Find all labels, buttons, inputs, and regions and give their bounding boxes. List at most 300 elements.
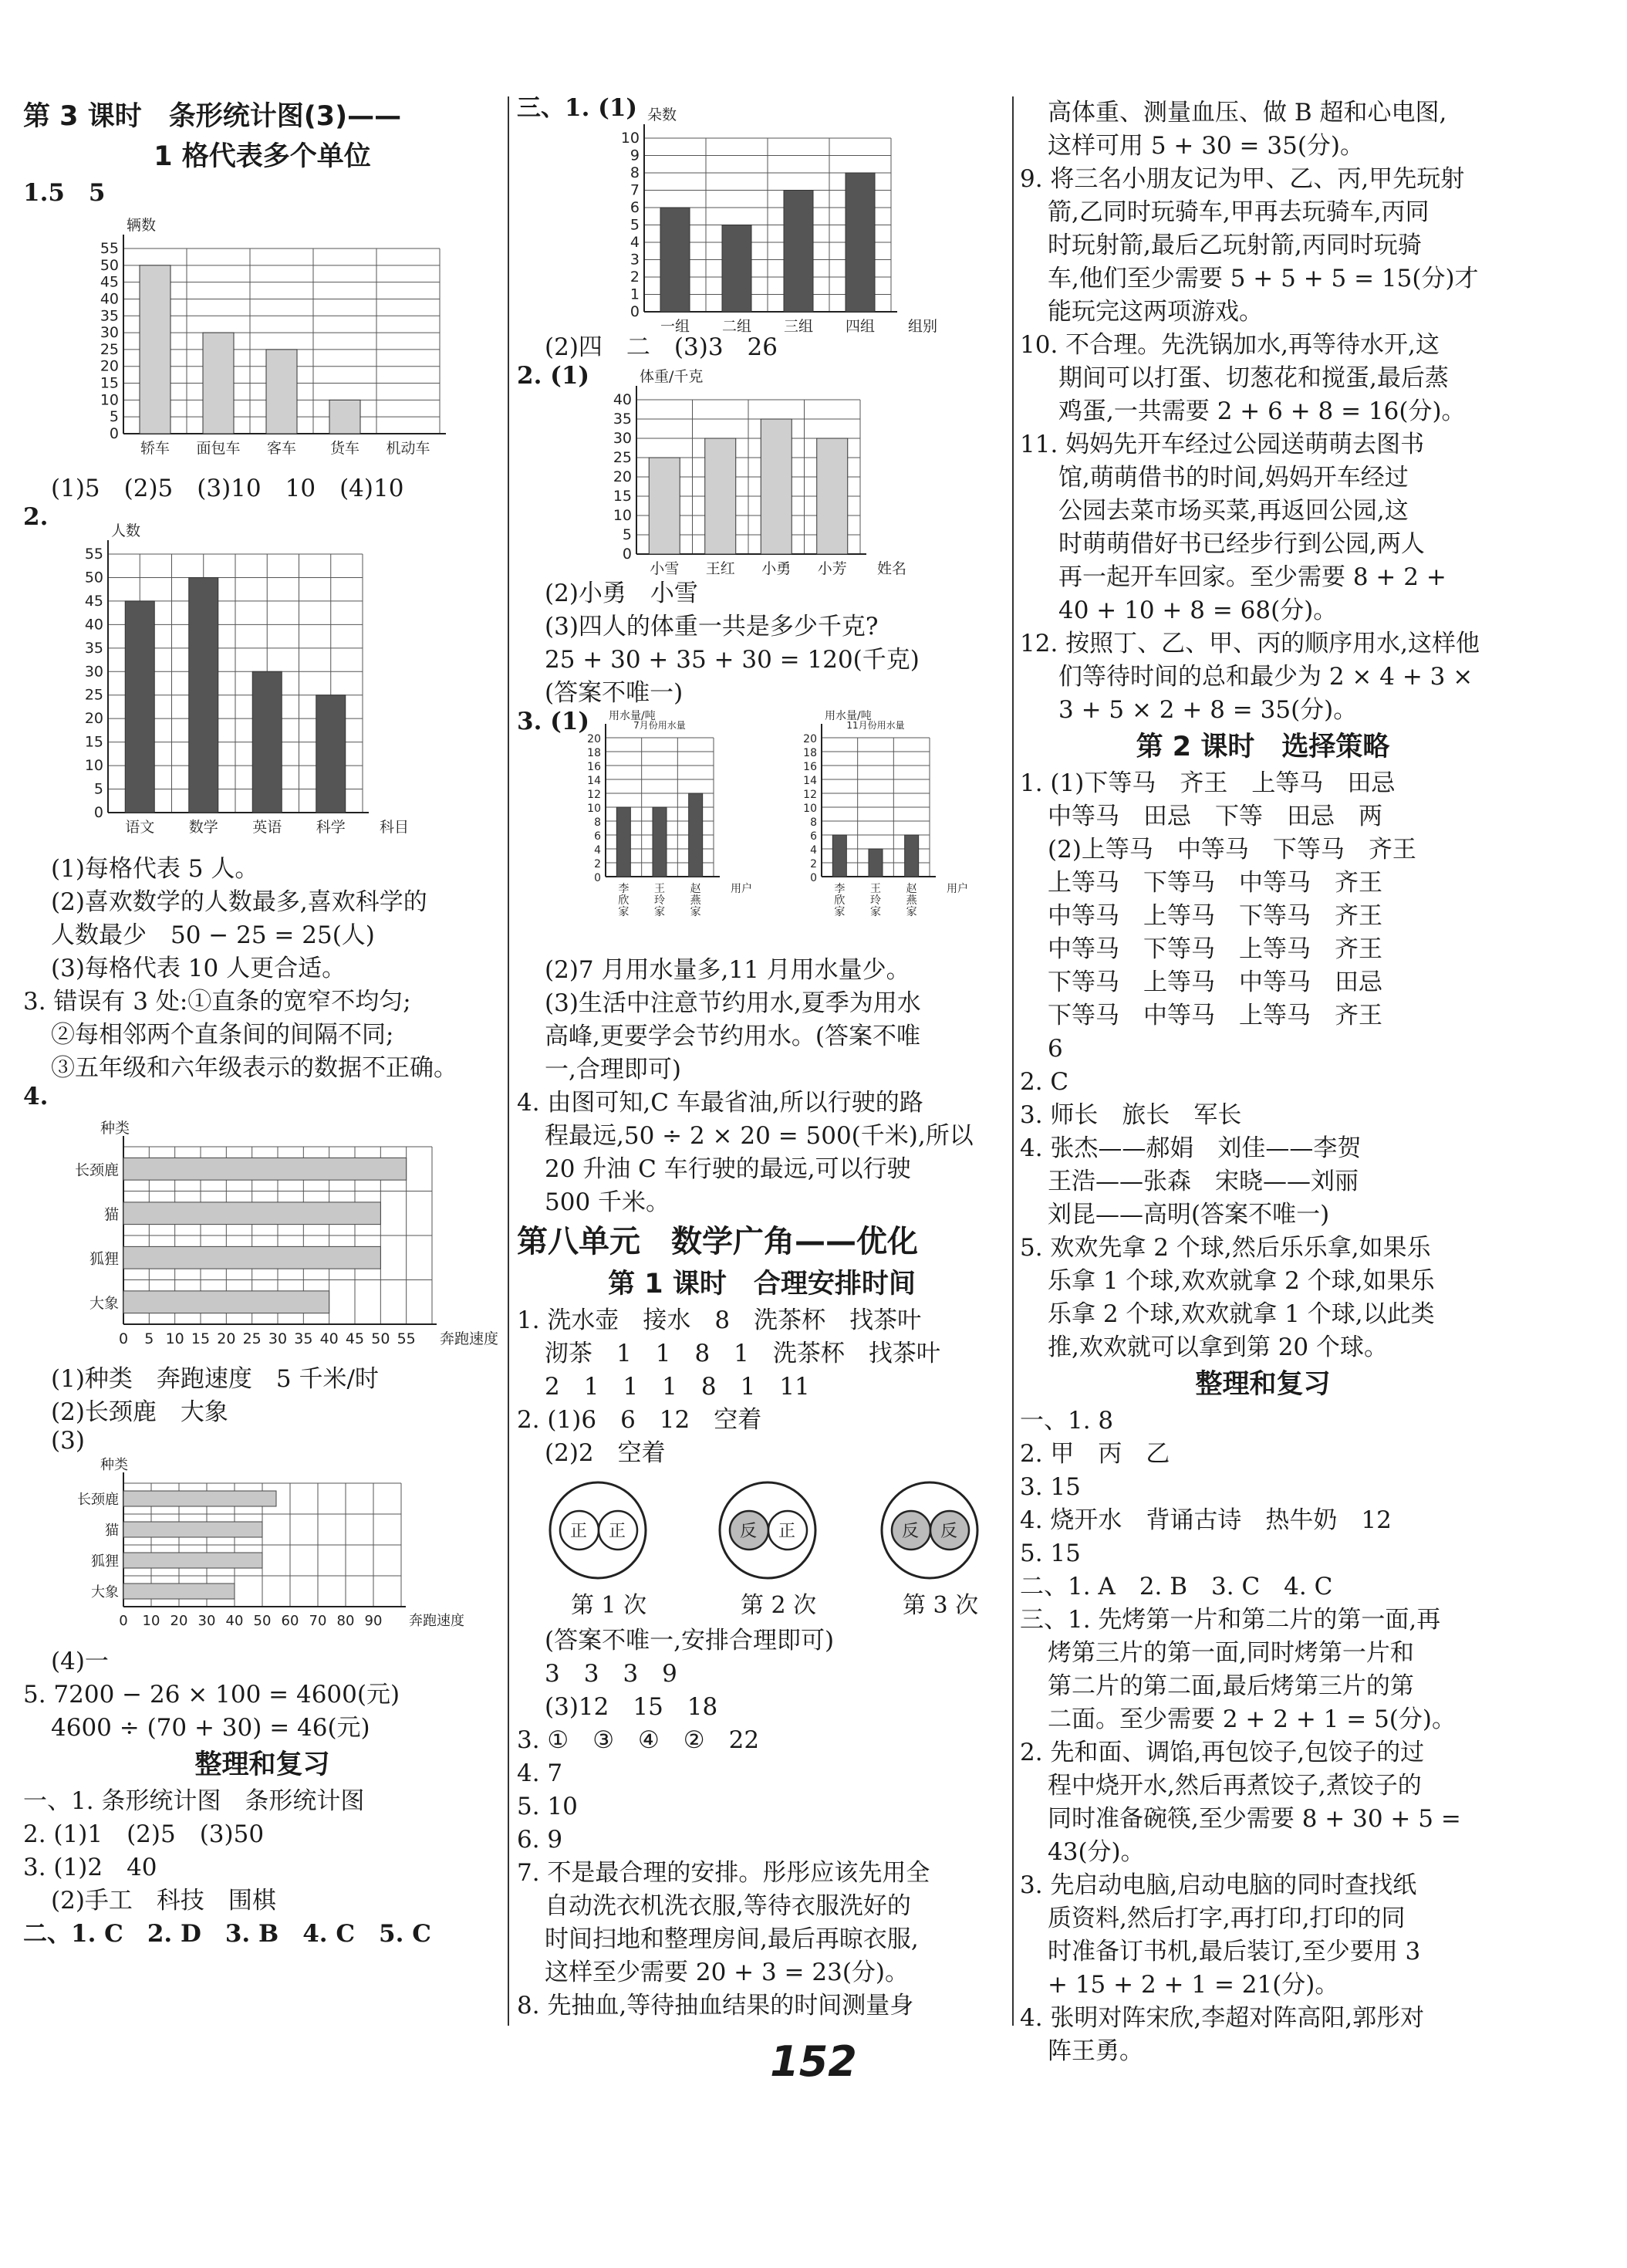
q3-1: 3. 错误有 3 处:①直条的宽窄不均匀;: [23, 988, 411, 1016]
x-tick-label: 二组: [721, 318, 752, 335]
a10-1: 10. 不合理。先洗锅加水,再等待水开,这: [1020, 331, 1440, 359]
q2-b2: 人数最少 50 − 25 = 25(人): [51, 921, 375, 949]
a12-1: 12. 按照丁、乙、甲、丙的顺序用水,这样他: [1020, 630, 1480, 657]
y-tick-label: 0: [594, 872, 601, 884]
y-axis-label: 用水量/吨: [825, 710, 872, 722]
y-tick-label: 55: [100, 240, 119, 257]
x-tick-label: 25: [242, 1330, 262, 1347]
page-number: 152: [770, 2037, 857, 2086]
bar: [123, 1584, 235, 1599]
s3-4-1: 4. 由图可知,C 车最省油,所以行驶的路: [517, 1089, 923, 1117]
y-tick-label: 1: [630, 286, 640, 303]
q4-d: (4)一: [51, 1648, 109, 1675]
x-tick-label: 赵燕家: [906, 883, 917, 918]
chart-speed-2: [23, 1452, 486, 1645]
x-tick-label: 0: [118, 1330, 129, 1347]
l2-2: (2)2 空着: [545, 1439, 666, 1467]
chart-title: 7月份用水量: [633, 720, 686, 731]
x-tick-label: 货车: [329, 440, 360, 457]
x-tick-label: 轿车: [140, 440, 170, 457]
c4: 4. 烧开水 背诵古诗 热牛奶 12: [1020, 1506, 1392, 1534]
a10-2: 期间可以打蛋、切葱花和搅蛋,最后蒸: [1058, 364, 1449, 392]
b1-8: 下等马 中等马 上等马 齐王: [1048, 1002, 1382, 1029]
y-tick-label: 6: [594, 830, 601, 843]
l4: 4. 7: [517, 1759, 563, 1787]
y-tick-label: 10: [803, 803, 817, 815]
bar: [905, 835, 919, 877]
c9-2: 质资料,然后打字,再打印,打印的同: [1048, 1905, 1406, 1932]
x-tick-label: 数学: [188, 819, 218, 836]
y-tick-label: 20: [803, 733, 817, 745]
a9-1: 9. 将三名小朋友记为甲、乙、丙,甲先玩射: [1020, 165, 1465, 193]
b1-7: 下等马 上等马 中等马 田忌: [1048, 968, 1382, 996]
l6: 6. 9: [517, 1826, 563, 1854]
y-tick-label: 14: [803, 775, 817, 787]
bar: [722, 225, 751, 313]
y-tick-label: 0: [93, 804, 103, 821]
y-tick-label: 0: [630, 303, 640, 320]
s3-2b: (2)小勇 小雪: [545, 580, 698, 607]
x-tick-label: 王玲家: [870, 883, 881, 918]
l2-4: 3 3 3 9: [545, 1660, 677, 1688]
bar: [252, 671, 282, 813]
x-tick-label: 科学: [316, 819, 346, 836]
x-tick-label: 60: [281, 1613, 299, 1629]
y-tick-label: 15: [100, 374, 119, 392]
s3-4-4: 500 千米。: [545, 1188, 670, 1216]
y-tick-label: 狐狸: [89, 1250, 119, 1268]
a9-5: 能玩完这两项游戏。: [1048, 298, 1263, 326]
a12-2: 们等待时间的总和最少为 2 × 4 + 3 ×: [1058, 663, 1473, 691]
y-tick-label: 20: [84, 710, 103, 728]
unit-heading: 第八单元 数学广角——优化: [517, 1224, 918, 1259]
a12-3: 3 + 5 × 2 + 8 = 35(分)。: [1058, 696, 1358, 724]
round-1-label: 第 1 次: [571, 1592, 647, 1619]
b5-3: 乐拿 2 个球,欢欢就拿 1 个球,以此类: [1048, 1300, 1435, 1328]
r3: 3. (1)2 40: [23, 1854, 157, 1881]
c8-3: 同时准备碗筷,至少需要 8 + 30 + 5 =: [1048, 1805, 1461, 1833]
r1: 一、1. 条形统计图 条形统计图: [23, 1787, 365, 1815]
r5: 二、1. C 2. D 3. B 4. C 5. C: [23, 1920, 431, 1948]
y-tick-label: 35: [100, 307, 119, 325]
lesson-title: 第 3 课时 条形统计图(3)——: [23, 101, 402, 132]
y-tick-label: 4: [810, 844, 817, 857]
y-tick-label: 25: [84, 686, 103, 704]
x-tick-label: 90: [364, 1613, 383, 1629]
y-tick-label: 40: [100, 290, 119, 308]
x-tick-label: 5: [144, 1330, 154, 1347]
x-tick-label: 50: [253, 1613, 272, 1629]
b3: 3. 师长 旅长 军长: [1020, 1101, 1242, 1129]
bar: [653, 807, 667, 877]
y-tick-label: 6: [630, 199, 640, 216]
y-tick-label: 45: [84, 592, 103, 610]
x-tick-label: 15: [191, 1330, 211, 1347]
c9-1: 3. 先启动电脑,启动电脑的同时查找纸: [1020, 1871, 1417, 1899]
x-tick-label: 40: [319, 1330, 339, 1347]
x-tick-label: 赵燕家: [690, 883, 701, 918]
l7-3: 时间扫地和整理房间,最后再晾衣服,: [545, 1925, 919, 1953]
y-tick-label: 9: [630, 147, 640, 164]
y-tick-label: 狐狸: [91, 1553, 119, 1570]
chart-speed-1: [23, 1108, 499, 1363]
q2-a: (1)每格代表 5 人。: [51, 855, 259, 883]
y-tick-label: 18: [587, 747, 601, 759]
bar: [649, 458, 680, 554]
x-tick-label: 45: [345, 1330, 365, 1347]
a11-6: 40 + 10 + 8 = 68(分)。: [1058, 597, 1338, 624]
s3-1b: (2)四 二 (3)3 26: [545, 333, 778, 361]
l8-1: 8. 先抽血,等待抽血结果的时间测量身: [517, 1992, 914, 2020]
lesson-subtitle: 1 格代表多个单位: [154, 141, 371, 172]
bar: [689, 793, 703, 877]
y-tick-label: 35: [613, 411, 632, 428]
bar: [329, 400, 360, 434]
b1-3: (2)上等马 中等马 下等马 齐王: [1048, 836, 1416, 864]
l7-4: 这样至少需要 20 + 3 = 23(分)。: [545, 1959, 910, 1986]
x-tick-label: 四组: [845, 318, 876, 335]
bar: [817, 438, 848, 554]
bar: [123, 1246, 380, 1269]
bar: [869, 849, 883, 877]
q2-b1: (2)喜欢数学的人数最多,喜欢科学的: [51, 888, 427, 916]
y-tick-label: 10: [620, 130, 640, 147]
b5-2: 乐拿 1 个球,欢欢就拿 2 个球,如果乐: [1048, 1267, 1435, 1295]
x-tick-label: 一组: [660, 318, 690, 335]
bar: [123, 1158, 407, 1180]
y-tick-label: 5: [622, 526, 632, 543]
c9-4: + 15 + 2 + 1 = 21(分)。: [1048, 1971, 1339, 1999]
column-1: [23, 96, 501, 1951]
b4-1: 4. 张杰——郝娟 刘佳——李贺: [1020, 1134, 1362, 1162]
x-tick-label: 面包车: [196, 440, 241, 457]
c10-2: 阵王勇。: [1048, 2037, 1143, 2065]
c8-2: 程中烧开水,然后再煮饺子,煮饺子的: [1048, 1772, 1422, 1800]
a11-3: 公园去菜市场买菜,再返回公园,这: [1058, 497, 1409, 525]
x-tick-label: 小芳: [817, 560, 847, 577]
s3-2c: (3)四人的体重一共是多少千克?: [545, 613, 879, 641]
y-tick-label: 8: [630, 164, 640, 181]
pan-3: [882, 1482, 977, 1578]
y-axis-label: 用水量/吨: [609, 710, 656, 722]
c7-3: 第二片的第二面,最后烤第三片的第: [1048, 1672, 1414, 1700]
y-tick-label: 50: [84, 569, 103, 586]
x-tick-label: 李欣家: [618, 883, 630, 918]
y-tick-label: 25: [613, 449, 632, 466]
x-tick-label: 50: [371, 1330, 390, 1347]
coin-label: 正: [609, 1522, 626, 1541]
b1-1: 1. (1)下等马 齐王 上等马 田忌: [1020, 769, 1396, 797]
s3-3c3: 一,合理即可): [545, 1056, 681, 1083]
y-tick-label: 30: [84, 663, 103, 681]
q2-c: (3)每格代表 10 人更合适。: [51, 955, 346, 982]
s3-3: 3. (1): [517, 708, 590, 735]
b5-4: 推,欢欢就可以拿到第 20 个球。: [1048, 1333, 1389, 1361]
q3-2: ②每相邻两个直条间的间隔不同;: [51, 1021, 394, 1049]
chart-water-nov: [764, 710, 995, 954]
r2: 2. (1)1 (2)5 (3)50: [23, 1820, 265, 1848]
a11-2: 馆,萌萌借书的时间,妈妈开车经过: [1058, 464, 1409, 492]
x-tick-label: 王玲家: [654, 883, 665, 918]
x-tick-label: 小雪: [650, 560, 680, 577]
y-tick-label: 大象: [89, 1294, 119, 1312]
coin-diagram: [517, 1470, 995, 1624]
y-axis-label: 种类: [100, 1120, 130, 1137]
bar: [123, 1491, 276, 1506]
c6: 二、1. A 2. B 3. C 4. C: [1020, 1573, 1333, 1600]
l5: 5. 10: [517, 1793, 578, 1820]
b2: 2. C: [1020, 1068, 1069, 1096]
x-axis-label: 用户: [947, 883, 968, 895]
x-tick-label: 0: [119, 1613, 128, 1629]
y-tick-label: 0: [109, 425, 119, 442]
bar: [316, 695, 346, 813]
y-axis-label: 辆数: [127, 217, 157, 234]
y-tick-label: 45: [100, 273, 119, 291]
y-tick-label: 25: [100, 340, 119, 358]
l1-2: 沏茶 1 1 8 1 洗茶杯 找茶叶: [545, 1340, 940, 1367]
x-tick-label: 王红: [705, 560, 735, 577]
x-tick-label: 30: [197, 1613, 216, 1629]
q4-c: (3): [51, 1427, 85, 1455]
c5: 5. 15: [1020, 1540, 1081, 1567]
x-tick-label: 80: [336, 1613, 355, 1629]
y-tick-label: 20: [100, 357, 119, 375]
a11-4: 时萌萌借好书已经步行到公园,两人: [1058, 530, 1425, 558]
y-axis-label: 体重/千克: [640, 368, 704, 385]
coin-label: 反: [902, 1522, 920, 1541]
lesson1-heading: 第 1 课时 合理安排时间: [608, 1269, 916, 1300]
c8-4: 43(分)。: [1048, 1838, 1145, 1866]
s3-1: 三、1. (1): [517, 94, 638, 122]
x-axis-label: 用户: [731, 883, 752, 895]
y-tick-label: 40: [613, 391, 632, 408]
y-tick-label: 50: [100, 256, 119, 274]
s3-3c1: (3)生活中注意节约用水,夏季为用水: [545, 989, 921, 1017]
c1: 一、1. 8: [1020, 1407, 1114, 1435]
y-tick-label: 4: [594, 844, 601, 857]
b1-9: 6: [1048, 1035, 1063, 1063]
x-tick-label: 55: [397, 1330, 416, 1347]
a11-1: 11. 妈妈先开车经过公园送萌萌去图书: [1020, 431, 1425, 458]
y-tick-label: 猫: [103, 1205, 119, 1223]
y-tick-label: 10: [587, 803, 601, 815]
l2-3: (答案不唯一,安排合理即可): [545, 1627, 835, 1655]
chart-vehicles: [23, 210, 455, 472]
x-axis-label: 奔跑速度: [409, 1613, 464, 1629]
s3-2d: 25 + 30 + 35 + 30 = 120(千克): [545, 646, 920, 674]
round-2-label: 第 2 次: [741, 1592, 817, 1619]
chart-title: 11月份用水量: [846, 720, 905, 731]
s3-3c2: 高峰,更要学会节约用水。(答案不唯: [545, 1022, 920, 1050]
q4-a: (1)种类 奔跑速度 5 千米/时: [51, 1365, 379, 1393]
b1-5: 中等马 上等马 下等马 齐王: [1048, 902, 1382, 930]
x-tick-label: 客车: [266, 440, 297, 457]
l7-2: 自动洗衣机洗衣服,等待衣服洗好的: [545, 1892, 911, 1920]
y-tick-label: 7: [630, 181, 640, 199]
y-tick-label: 5: [630, 216, 640, 234]
bar: [784, 191, 813, 313]
l1-3: 2 1 1 1 8 1 11: [545, 1373, 810, 1401]
y-axis-label: 朵数: [647, 106, 677, 123]
bar: [123, 1553, 262, 1568]
y-tick-label: 30: [613, 430, 632, 447]
x-tick-label: 语文: [125, 819, 155, 836]
a9-3: 时玩射箭,最后乙玩射箭,丙同时玩骑: [1048, 232, 1422, 259]
y-tick-label: 5: [93, 780, 103, 798]
y-tick-label: 6: [810, 830, 817, 843]
q1-answer: (1)5 (2)5 (3)10 10 (4)10: [51, 475, 404, 502]
coin-label: 反: [940, 1522, 958, 1541]
b5-1: 5. 欢欢先拿 2 个球,然后乐乐拿,如果乐: [1020, 1234, 1431, 1262]
l2-5: (3)12 15 18: [545, 1693, 718, 1721]
q5-1: 5. 7200 − 26 × 100 = 4600(元): [23, 1681, 400, 1709]
q2-label: 2.: [23, 503, 49, 531]
x-tick-label: 20: [170, 1613, 188, 1629]
bar: [761, 419, 792, 554]
a2: 这样可用 5 + 30 = 35(分)。: [1048, 132, 1365, 160]
r4: (2)手工 科技 围棋: [51, 1887, 276, 1915]
x-tick-label: 小勇: [761, 560, 792, 577]
y-tick-label: 15: [84, 733, 103, 751]
c7-4: 二面。至少需要 2 + 2 + 1 = 5(分)。: [1048, 1705, 1456, 1733]
s3-4-2: 程最远,50 ÷ 2 × 20 = 500(千米),所以: [545, 1122, 974, 1150]
x-tick-label: 10: [165, 1330, 184, 1347]
bar: [123, 1202, 380, 1225]
bar: [266, 350, 297, 434]
y-tick-label: 猫: [105, 1523, 119, 1539]
column-3: [1020, 96, 1506, 2068]
x-tick-label: 10: [142, 1613, 160, 1629]
y-tick-label: 4: [630, 234, 640, 251]
x-tick-label: 35: [294, 1330, 313, 1347]
b1-4: 上等马 下等马 中等马 齐王: [1048, 869, 1382, 897]
y-tick-label: 5: [109, 408, 119, 426]
bar: [140, 265, 170, 434]
x-tick-label: 20: [217, 1330, 236, 1347]
review-heading-1: 整理和复习: [194, 1749, 330, 1780]
l7-1: 7. 不是最合理的安排。彤彤应该先用全: [517, 1859, 930, 1887]
x-axis-label: 奔跑速度: [440, 1330, 499, 1347]
chart-flowers: [517, 100, 980, 335]
chart-subjects: [23, 522, 440, 853]
y-tick-label: 长颈鹿: [74, 1161, 119, 1179]
l1-1: 1. 洗水壶 接水 8 洗茶杯 找茶叶: [517, 1306, 922, 1334]
y-tick-label: 8: [594, 816, 601, 829]
x-tick-label: 机动车: [386, 440, 430, 457]
y-tick-label: 12: [803, 789, 817, 801]
y-tick-label: 10: [100, 391, 119, 409]
y-tick-label: 55: [84, 546, 103, 563]
y-tick-label: 16: [803, 761, 817, 773]
bar: [123, 1522, 262, 1537]
y-tick-label: 40: [84, 616, 103, 634]
lesson2-heading: 第 2 课时 选择策略: [1136, 732, 1390, 762]
y-tick-label: 0: [810, 872, 817, 884]
s3-3b: (2)7 月用水量多,11 月用水量少。: [545, 956, 910, 984]
y-tick-label: 12: [587, 789, 601, 801]
y-tick-label: 3: [630, 251, 640, 269]
x-tick-label: 三组: [783, 318, 814, 335]
x-tick-label: 30: [268, 1330, 288, 1347]
bar: [123, 1291, 329, 1313]
y-tick-label: 20: [613, 468, 632, 485]
coin-label: 正: [570, 1522, 588, 1541]
q1: 1.5 5: [23, 179, 106, 207]
water-charts: [517, 710, 1007, 954]
bar: [846, 173, 875, 312]
y-tick-label: 0: [622, 546, 632, 563]
bar: [832, 835, 846, 877]
coin-label: 反: [740, 1522, 758, 1541]
a1: 高体重、测量血压、做 B 超和心电图,: [1048, 99, 1447, 127]
y-tick-label: 2: [630, 269, 640, 286]
a9-4: 车,他们至少需要 5 + 5 + 5 = 15(分)才: [1048, 265, 1479, 292]
x-tick-label: 英语: [252, 819, 282, 836]
x-axis-label: 科目: [380, 819, 410, 836]
a9-2: 箭,乙同时玩骑车,甲再去玩骑车,丙同: [1048, 198, 1430, 226]
b1-2: 中等马 田忌 下等 田忌 两: [1048, 803, 1382, 830]
q4-label: 4.: [23, 1083, 49, 1110]
bar: [660, 208, 690, 312]
y-tick-label: 2: [594, 858, 601, 870]
y-tick-label: 35: [84, 639, 103, 657]
y-tick-label: 16: [587, 761, 601, 773]
chart-weight: [517, 369, 980, 577]
column-2: [517, 96, 1007, 2023]
l2-1: 2. (1)6 6 12 空着: [517, 1406, 762, 1434]
c2: 2. 甲 丙 乙: [1020, 1440, 1170, 1468]
x-axis-label: 姓名: [877, 560, 907, 577]
y-tick-label: 10: [613, 507, 632, 524]
y-tick-label: 大象: [91, 1584, 119, 1600]
review-heading-2: 整理和复习: [1195, 1369, 1331, 1400]
c7-2: 烤第三片的第一面,同时烤第一片和: [1048, 1639, 1414, 1667]
coin-label: 正: [778, 1522, 796, 1541]
c10-1: 4. 张明对阵宋欣,李超对阵高阳,郭彤对: [1020, 2004, 1425, 2032]
q5-2: 4600 ÷ (70 + 30) = 46(元): [51, 1714, 370, 1742]
b1-6: 中等马 下等马 上等马 齐王: [1048, 935, 1382, 963]
b4-3: 刘昆——高明(答案不唯一): [1048, 1201, 1330, 1229]
y-axis-label: 人数: [111, 522, 141, 539]
pan-2: [720, 1482, 815, 1578]
bar: [705, 438, 736, 554]
y-tick-label: 14: [587, 775, 601, 787]
x-axis-label: 组别: [908, 318, 938, 335]
bar: [189, 577, 218, 813]
y-tick-label: 20: [587, 733, 601, 745]
s3-4-3: 20 升油 C 车行驶的最远,可以行驶: [545, 1155, 911, 1183]
y-tick-label: 2: [810, 858, 817, 870]
x-tick-label: 40: [225, 1613, 244, 1629]
a10-3: 鸡蛋,一共需要 2 + 6 + 8 = 16(分)。: [1058, 397, 1466, 425]
y-tick-label: 15: [613, 488, 632, 505]
q3-3: ③五年级和六年级表示的数据不正确。: [51, 1054, 457, 1082]
l3: 3. ① ③ ④ ② 22: [517, 1726, 760, 1754]
c9-3: 时准备订书机,最后装订,至少要用 3: [1048, 1938, 1421, 1965]
x-tick-label: 李欣家: [834, 883, 846, 918]
c8-1: 2. 先和面、调馅,再包饺子,包饺子的过: [1020, 1739, 1425, 1766]
y-tick-label: 10: [84, 757, 103, 775]
bar: [203, 333, 234, 434]
x-tick-label: 70: [309, 1613, 327, 1629]
round-3-label: 第 3 次: [903, 1592, 979, 1619]
s3-2e: (答案不唯一): [545, 679, 684, 707]
pan-1: [550, 1482, 646, 1578]
c3: 3. 15: [1020, 1473, 1081, 1501]
bar: [616, 807, 630, 877]
b4-2: 王浩——张森 宋晓——刘丽: [1048, 1168, 1359, 1195]
